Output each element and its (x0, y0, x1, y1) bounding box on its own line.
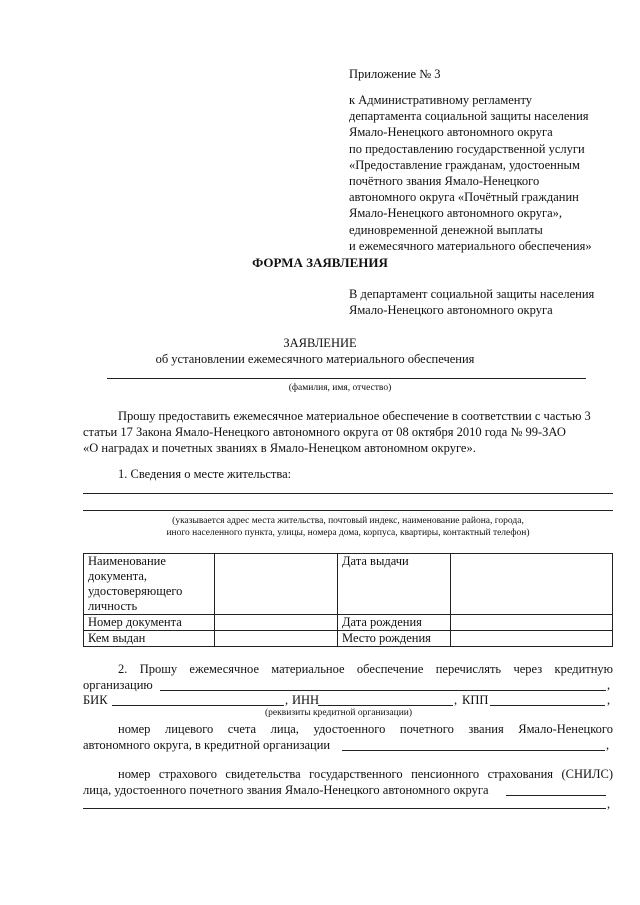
address-line-2[interactable] (83, 510, 613, 511)
appendix-line: «Предоставление гражданам, удостоенным (349, 157, 580, 172)
birth-date-value[interactable] (451, 615, 613, 631)
issue-date-label: Дата выдачи (338, 554, 451, 615)
address-line-1[interactable] (83, 493, 613, 494)
appendix-title: Приложение № 3 (349, 67, 441, 81)
account-line[interactable] (342, 750, 605, 751)
doc-name-value[interactable] (215, 554, 338, 615)
appendix-line: автономного округа «Почётный гражданин (349, 190, 579, 205)
inn-line[interactable] (318, 705, 453, 706)
fio-line[interactable] (107, 378, 586, 379)
bik-comma: , (285, 693, 289, 707)
request-line-3: «О наградах и почетных званиях в Ямало-Ненецком автономном округе». (83, 441, 476, 455)
bik-label: БИК (83, 693, 108, 707)
bik-line[interactable] (112, 705, 284, 706)
inn-label: ИНН (292, 693, 320, 707)
request-line-2: статьи 17 Закона Ямало-Ненецкого автономного округа от 08 октября 2010 года № 99-ЗАО (83, 425, 566, 439)
org-comma: , (607, 678, 611, 692)
address-caption-2: иного населенного пункта, улицы, номера дома, корпуса, квартиры, контактный телефон) (166, 528, 530, 538)
birth-date-label: Дата рождения (338, 615, 451, 631)
appendix-line: Ямало-Ненецкого автономного округа», (349, 206, 562, 221)
account-line-1: номер лицевого счета лица, удостоенного почетного звания Ямало-Ненецкого (118, 722, 613, 736)
kpp-label: КПП (462, 693, 489, 707)
inn-comma: , (454, 693, 458, 707)
appendix-line: почётного звания Ямало-Ненецкого (349, 174, 540, 189)
doc-number-label: Номер документа (84, 615, 215, 631)
table-row (84, 631, 613, 647)
addressee-line: В департамент социальной защиты населения (349, 287, 595, 301)
account-line-2: автономного округа, в кредитной организации (83, 738, 331, 752)
table-row (84, 554, 613, 615)
table-row (84, 615, 613, 631)
issued-by-value[interactable] (215, 631, 338, 647)
org-line[interactable] (160, 690, 606, 691)
addressee-line: Ямало-Ненецкого автономного округа (349, 303, 553, 318)
snils-line-full[interactable] (83, 808, 606, 809)
appendix-line: по предоставлению государственной услуги (349, 141, 585, 156)
addressee (349, 286, 634, 318)
address-caption-1: (указывается адрес места жительства, почтовый индекс, наименование района, города, (172, 516, 524, 526)
doc-number-value[interactable] (215, 615, 338, 631)
appendix-reference (349, 92, 629, 254)
issued-by-label: Кем выдан (84, 631, 215, 647)
account-comma: , (606, 738, 610, 752)
section1-heading: 1. Сведения о месте жительства: (118, 467, 292, 481)
appendix-line: департамента социальной защиты населения (349, 109, 589, 124)
appendix-line: и ежемесячного материального обеспечения» (349, 238, 592, 253)
appendix-line: Ямало-Ненецкого автономного округа (349, 125, 553, 140)
snils-comma: , (607, 797, 611, 811)
bank-caption: (реквизиты кредитной организации) (265, 708, 413, 718)
doc-name-label: Наименование документа, удостоверяющего личность (84, 554, 215, 615)
snils-line-2: лица, удостоенного почетного звания Ямало-Ненецкого автономного округа (83, 783, 489, 797)
kpp-comma: , (607, 693, 611, 707)
appendix-line: к Административному регламенту (349, 93, 533, 107)
section2-intro: 2. Прошу ежемесячное материальное обеспечение перечислять через кредитную (118, 662, 613, 676)
birth-place-label: Место рождения (338, 631, 451, 647)
issue-date-value[interactable] (451, 554, 613, 615)
org-label: организацию (83, 678, 153, 692)
snils-line-1: номер страхового свидетельства государственного пенсионного страхования (СНИЛС) (118, 767, 613, 781)
kpp-line[interactable] (490, 705, 605, 706)
request-line-1: Прошу предоставить ежемесячное материальное обеспечение в соответствии с частью 3 (118, 409, 591, 423)
statement-subtitle: об установлении ежемесячного материального обеспечения (155, 352, 475, 366)
statement-title: ЗАЯВЛЕНИЕ (283, 336, 357, 350)
fio-caption: (фамилия, имя, отчество) (288, 383, 392, 393)
appendix-line: единовременной денежной выплаты (349, 222, 543, 237)
snils-line-short[interactable] (506, 795, 606, 796)
form-title: ФОРМА ЗАЯВЛЕНИЯ (252, 255, 388, 270)
birth-place-value[interactable] (451, 631, 613, 647)
id-document-table (83, 553, 613, 647)
